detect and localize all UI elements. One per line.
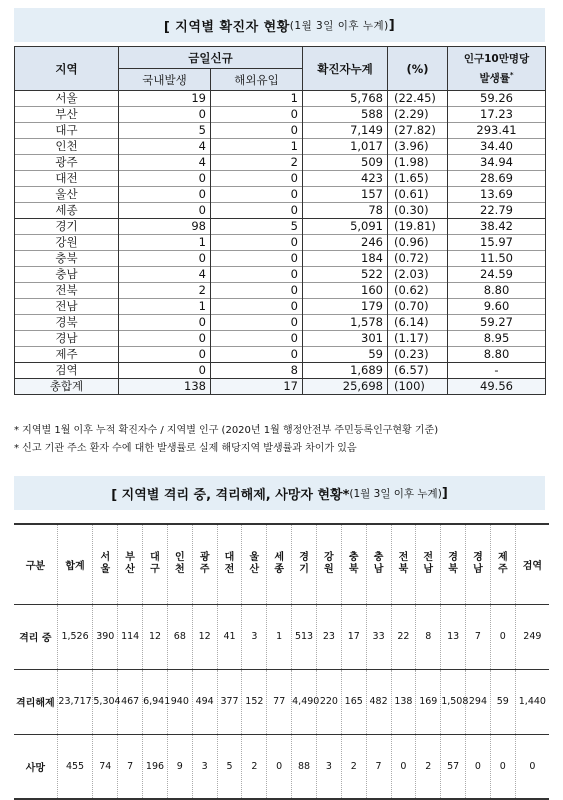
cell-dom: 0: [119, 331, 211, 347]
column-header-label: 세종: [274, 552, 285, 576]
cell-ovs: 0: [211, 251, 303, 267]
table-cell: 77: [267, 669, 292, 734]
cell-dom: 5: [119, 123, 211, 139]
table-cell: 5,304: [93, 669, 118, 734]
table-row: [15, 123, 546, 139]
cell-pct: (0.61): [388, 187, 448, 203]
table-cell: 390: [93, 604, 118, 669]
table-cell: 2: [341, 734, 366, 799]
cell-rate: 22.79: [448, 203, 546, 219]
column-header-label: 서울: [100, 552, 111, 576]
cell-ovs: 5: [211, 219, 303, 235]
column-header-label: 광주: [199, 552, 210, 576]
cell-pct: (1.65): [388, 171, 448, 187]
cell-cum: 160: [303, 283, 388, 299]
cell-dom: 2: [119, 283, 211, 299]
cell-dom: 0: [119, 187, 211, 203]
cell-ovs: 0: [211, 107, 303, 123]
cell-ovs: 0: [211, 283, 303, 299]
table-cell: 165: [341, 669, 366, 734]
cell-rate: 8.80: [448, 347, 546, 363]
table-cell: 169: [416, 669, 441, 734]
column-header-label: 제주: [497, 552, 508, 576]
table-cell: 33: [366, 604, 391, 669]
cell-cum: 7,149: [303, 123, 388, 139]
cell-dom: 98: [119, 219, 211, 235]
table-cell: 467: [118, 669, 143, 734]
cell-name: 부산: [15, 107, 119, 123]
cell-dom: 1: [119, 235, 211, 251]
table-cell: 12: [192, 604, 217, 669]
column-header: [167, 524, 192, 604]
table-cell: 22: [391, 604, 416, 669]
column-header: [441, 524, 466, 604]
table-cell: 4,490: [292, 669, 317, 734]
table-cell: 1,440: [515, 669, 549, 734]
table-cell: 114: [118, 604, 143, 669]
total-rate: 49.56: [448, 379, 546, 395]
table-cell: 3: [242, 604, 267, 669]
cell-pct: (0.96): [388, 235, 448, 251]
cell-name: 대구: [15, 123, 119, 139]
column-header: 합계: [57, 524, 93, 604]
row-label: 격리 중: [14, 604, 57, 669]
cell-ovs: 0: [211, 171, 303, 187]
table-cell: 1,508: [441, 669, 466, 734]
column-header-label: 대구: [150, 552, 160, 576]
table-cell: 494: [192, 669, 217, 734]
cell-name: 제주: [15, 347, 119, 363]
cell-name: 충남: [15, 267, 119, 283]
cell-name: 울산: [15, 187, 119, 203]
cell-pct: (27.82): [388, 123, 448, 139]
column-header-label: 전북: [398, 552, 409, 576]
table-cell: 0: [391, 734, 416, 799]
table-cell: 2: [416, 734, 441, 799]
header-cumulative: 확진자누계: [303, 47, 388, 91]
cell-name: 경기: [15, 219, 119, 235]
cell-rate: 38.42: [448, 219, 546, 235]
total-dom: 138: [119, 379, 211, 395]
total-ovs: 17: [211, 379, 303, 395]
cell-dom: 0: [119, 107, 211, 123]
cell-name: 세종: [15, 203, 119, 219]
cell-name: 충북: [15, 251, 119, 267]
table-row: [15, 139, 546, 155]
table-cell: 0: [490, 604, 515, 669]
column-header: [366, 524, 391, 604]
table-cell: 249: [515, 604, 549, 669]
column-header-label: 인천: [174, 552, 185, 576]
column-header-label: 강원: [324, 552, 334, 576]
cell-pct: (6.14): [388, 315, 448, 331]
cell-cum: 509: [303, 155, 388, 171]
cell-dom: 4: [119, 139, 211, 155]
cell-pct: (1.98): [388, 155, 448, 171]
table-cell: 9: [167, 734, 192, 799]
cell-cum: 5,768: [303, 91, 388, 107]
table-cell: 1: [267, 604, 292, 669]
table-cell: 7: [366, 734, 391, 799]
cell-ovs: 0: [211, 267, 303, 283]
table-cell: 0: [267, 734, 292, 799]
table-cell: 513: [292, 604, 317, 669]
total-row: [15, 379, 546, 395]
total-cum: 25,698: [303, 379, 388, 395]
cell-pct: (6.57): [388, 363, 448, 379]
cell-ovs: 1: [211, 139, 303, 155]
cell-pct: (22.45): [388, 91, 448, 107]
title-close: ]: [388, 17, 396, 33]
cell-pct: (19.81): [388, 219, 448, 235]
cell-cum: 522: [303, 267, 388, 283]
note-line: * 신고 기관 주소 환자 수에 대한 발생률로 실제 해당지역 발생률과 차이가 있음: [14, 443, 357, 454]
cell-name: 경북: [15, 315, 119, 331]
table-cell: 0: [466, 734, 491, 799]
cell-name: 대전: [15, 171, 119, 187]
table-cell: 23: [316, 604, 341, 669]
cell-pct: (0.30): [388, 203, 448, 219]
cell-dom: 0: [119, 203, 211, 219]
cell-pct: (2.03): [388, 267, 448, 283]
table-row: [14, 734, 549, 799]
table-cell: 1,526: [57, 604, 93, 669]
column-header: [292, 524, 317, 604]
table-cell: 7: [466, 604, 491, 669]
cell-cum: 1,578: [303, 315, 388, 331]
cell-ovs: 0: [211, 347, 303, 363]
table-cell: 23,717: [57, 669, 93, 734]
total-pct: (100): [388, 379, 448, 395]
cell-dom: 4: [119, 267, 211, 283]
cell-cum: 157: [303, 187, 388, 203]
regional-cases-title: [14, 8, 545, 42]
column-header: [316, 524, 341, 604]
column-header-label: 경남: [473, 552, 483, 576]
header-rate-line1: 인구10만명당: [463, 52, 530, 65]
cell-rate: -: [448, 363, 546, 379]
cell-ovs: 2: [211, 155, 303, 171]
cell-ovs: 0: [211, 315, 303, 331]
table-cell: 8: [416, 604, 441, 669]
column-header-label: 대전: [224, 552, 235, 576]
cell-dom: 0: [119, 251, 211, 267]
cell-name: 경남: [15, 331, 119, 347]
table-cell: 138: [391, 669, 416, 734]
table-cell: 377: [217, 669, 242, 734]
row-label: 격리해제: [14, 669, 57, 734]
title-main: [ 지역별 확진자 현황: [163, 19, 290, 35]
column-header: [490, 524, 515, 604]
column-header: [341, 524, 366, 604]
total-name: 총합계: [15, 379, 119, 395]
table-cell: 57: [441, 734, 466, 799]
column-header: [217, 524, 242, 604]
table-cell: 455: [57, 734, 93, 799]
cell-cum: 179: [303, 299, 388, 315]
table-cell: 482: [366, 669, 391, 734]
cell-name: 검역: [15, 363, 119, 379]
cell-ovs: 0: [211, 187, 303, 203]
cell-rate: 11.50: [448, 251, 546, 267]
table-cell: 0: [490, 734, 515, 799]
notes: [14, 422, 554, 458]
column-header: [466, 524, 491, 604]
table-cell: 13: [441, 604, 466, 669]
column-header: 검역: [515, 524, 549, 604]
cell-ovs: 8: [211, 363, 303, 379]
regional-cases-table: [14, 46, 546, 395]
cell-ovs: 0: [211, 235, 303, 251]
table-cell: 41: [217, 604, 242, 669]
cell-pct: (0.70): [388, 299, 448, 315]
isolation-status-table: [14, 523, 549, 800]
column-header-label: 경기: [299, 552, 309, 576]
table-cell: 196: [143, 734, 168, 799]
table-row: [15, 283, 546, 299]
table-row: [15, 331, 546, 347]
cell-rate: 9.60: [448, 299, 546, 315]
cell-ovs: 0: [211, 331, 303, 347]
cell-pct: (0.72): [388, 251, 448, 267]
header-pct: (%): [388, 47, 448, 91]
column-header: [93, 524, 118, 604]
cell-name: 인천: [15, 139, 119, 155]
table-cell: 5: [217, 734, 242, 799]
header-region: 지역: [15, 47, 119, 91]
note-line: * 지역별 1월 이후 누적 확진자수 / 지역별 인구 (2020년 1월 행정안전부 주민등록인구현황 기준): [14, 425, 439, 436]
cell-cum: 59: [303, 347, 388, 363]
cell-cum: 5,091: [303, 219, 388, 235]
table-row: [15, 235, 546, 251]
header-rate: [448, 47, 546, 91]
cell-dom: 0: [119, 315, 211, 331]
column-header: [267, 524, 292, 604]
cell-rate: 8.80: [448, 283, 546, 299]
column-header-label: 울산: [249, 552, 260, 576]
cell-ovs: 0: [211, 203, 303, 219]
table-row: [15, 107, 546, 123]
cell-rate: 28.69: [448, 171, 546, 187]
table-cell: 12: [143, 604, 168, 669]
table-row: [15, 91, 546, 107]
cell-pct: (3.96): [388, 139, 448, 155]
cell-name: 서울: [15, 91, 119, 107]
table-row: [15, 155, 546, 171]
header-domestic: 국내발생: [119, 69, 211, 91]
table-row: [15, 267, 546, 283]
table-cell: 68: [167, 604, 192, 669]
column-header-label: 충북: [348, 552, 359, 576]
table-cell: 6,941: [143, 669, 168, 734]
table-cell: 3: [192, 734, 217, 799]
cell-dom: 0: [119, 363, 211, 379]
cell-cum: 1,017: [303, 139, 388, 155]
table-row: [15, 251, 546, 267]
title-note: (1월 3일 이후 누계): [289, 19, 389, 32]
table-cell: 88: [292, 734, 317, 799]
table-row: [15, 187, 546, 203]
header-rate-mark: *: [509, 70, 514, 79]
cell-cum: 1,689: [303, 363, 388, 379]
column-header-label: 충남: [373, 552, 384, 576]
cell-name: 광주: [15, 155, 119, 171]
column-header: [416, 524, 441, 604]
cell-rate: 293.41: [448, 123, 546, 139]
title-main: [ 지역별 격리 중, 격리해제, 사망자 현황*: [111, 487, 350, 503]
row-label: 사망: [14, 734, 57, 799]
cell-rate: 13.69: [448, 187, 546, 203]
cell-rate: 59.27: [448, 315, 546, 331]
cell-rate: 17.23: [448, 107, 546, 123]
table-cell: 3: [316, 734, 341, 799]
table-row: [15, 219, 546, 235]
cell-ovs: 1: [211, 91, 303, 107]
cell-rate: 34.40: [448, 139, 546, 155]
cell-dom: 1: [119, 299, 211, 315]
table-row: [15, 203, 546, 219]
table-cell: 59: [490, 669, 515, 734]
column-header: [242, 524, 267, 604]
cell-cum: 588: [303, 107, 388, 123]
cell-cum: 246: [303, 235, 388, 251]
column-header-label: 부산: [125, 552, 135, 576]
isolation-status-title: [14, 476, 545, 510]
column-header: [143, 524, 168, 604]
cell-name: 전남: [15, 299, 119, 315]
cell-pct: (1.17): [388, 331, 448, 347]
table-row: [15, 171, 546, 187]
cell-pct: (2.29): [388, 107, 448, 123]
cell-dom: 19: [119, 91, 211, 107]
cell-rate: 34.94: [448, 155, 546, 171]
table-cell: 17: [341, 604, 366, 669]
cell-ovs: 0: [211, 299, 303, 315]
cell-cum: 78: [303, 203, 388, 219]
table-row: [15, 363, 546, 379]
cell-name: 강원: [15, 235, 119, 251]
table-row: [15, 347, 546, 363]
cell-rate: 15.97: [448, 235, 546, 251]
table-cell: 294: [466, 669, 491, 734]
column-header: [118, 524, 143, 604]
cell-cum: 301: [303, 331, 388, 347]
cell-dom: 0: [119, 171, 211, 187]
header-today: 금일신규: [119, 47, 303, 69]
table-row: [14, 669, 549, 734]
table-row: [14, 604, 549, 669]
cell-cum: 184: [303, 251, 388, 267]
table-cell: 2: [242, 734, 267, 799]
table-cell: 0: [515, 734, 549, 799]
table-row: [15, 299, 546, 315]
table-cell: 152: [242, 669, 267, 734]
cell-rate: 24.59: [448, 267, 546, 283]
header-overseas: 해외유입: [211, 69, 303, 91]
column-header-label: 전남: [423, 552, 434, 576]
cell-cum: 423: [303, 171, 388, 187]
cell-rate: 59.26: [448, 91, 546, 107]
cell-dom: 4: [119, 155, 211, 171]
title-note: (1월 3일 이후 누계): [349, 487, 442, 500]
column-header: 구분: [25, 560, 46, 572]
table-cell: 940: [167, 669, 192, 734]
title-close: ]: [441, 485, 448, 501]
header-rate-line2: 발생률: [479, 72, 510, 85]
column-header: [391, 524, 416, 604]
table-cell: 7: [118, 734, 143, 799]
cell-ovs: 0: [211, 123, 303, 139]
table-cell: 74: [93, 734, 118, 799]
cell-pct: (0.23): [388, 347, 448, 363]
table-row: [15, 315, 546, 331]
cell-dom: 0: [119, 347, 211, 363]
cell-rate: 8.95: [448, 331, 546, 347]
cell-name: 전북: [15, 283, 119, 299]
table-cell: 220: [316, 669, 341, 734]
column-header-label: 경북: [448, 552, 458, 576]
cell-pct: (0.62): [388, 283, 448, 299]
column-header: [192, 524, 217, 604]
